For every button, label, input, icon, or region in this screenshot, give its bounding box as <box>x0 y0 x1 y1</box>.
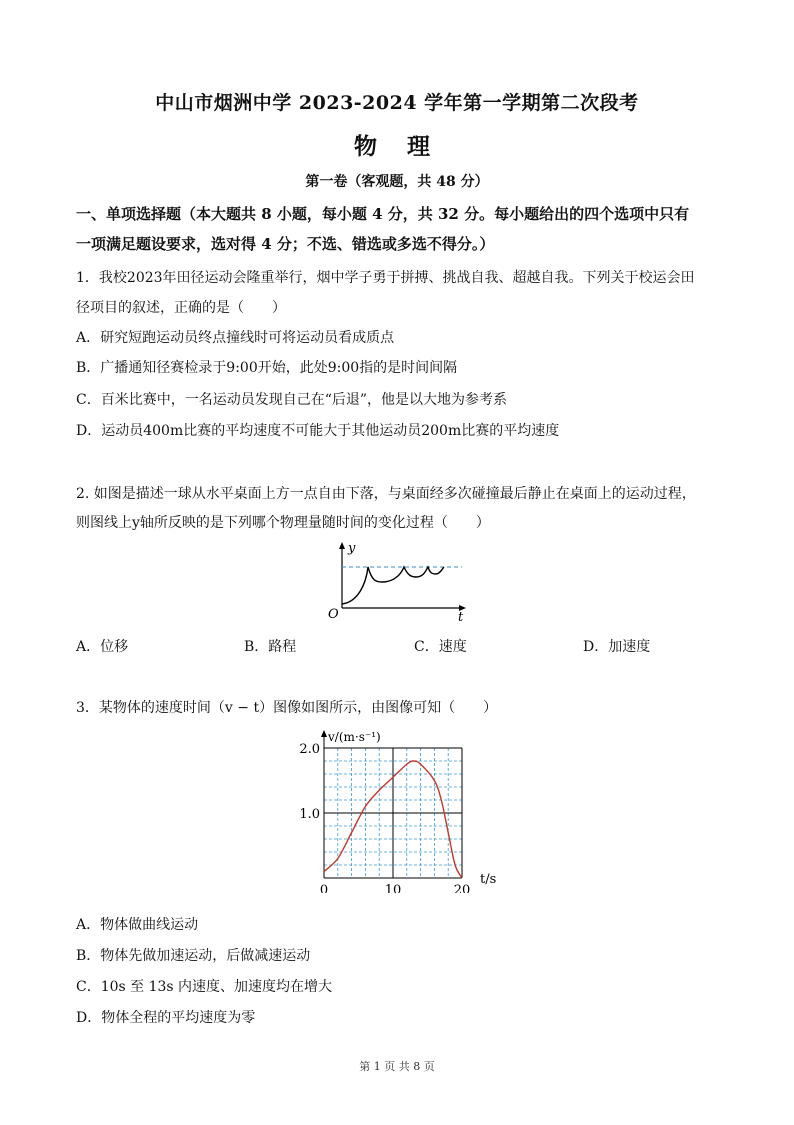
y-axis-arrow <box>321 730 327 737</box>
x-tick-label: 20 <box>453 883 471 893</box>
chart-major-grid <box>321 730 462 878</box>
q2-option-d[interactable]: D．加速度 <box>583 639 651 655</box>
q1-option-c[interactable]: C．百米比赛中，一名运动员发现自己在“后退”，他是以大地为参考系 <box>76 392 508 408</box>
q2-y-arrow <box>339 542 345 549</box>
q2-graph <box>320 538 480 623</box>
q3-vt-chart <box>290 728 510 893</box>
q3-option-a[interactable]: A．物体做曲线运动 <box>76 917 199 933</box>
q2-x-label: t <box>458 610 464 623</box>
y-tick-label: 1.0 <box>299 807 320 822</box>
q3-option-b[interactable]: B．物体先做加速运动，后做减速运动 <box>76 948 311 964</box>
section-heading-line1: 一、单项选择题（本大题共 8 小题，每小题 4 分，共 32 分。每小题给出的四个选项中只有 <box>76 205 690 223</box>
chart-y-axis-label: v/(m·s⁻¹) <box>328 730 381 744</box>
q3-stem: 3．某物体的速度时间（v − t）图像如图所示，由图像可知（ ） <box>76 700 498 716</box>
q2-origin-label: O <box>328 607 339 622</box>
q2-stem-line1: 2. 如图是描述一球从水平桌面上方一点自由下落，与桌面经多次碰撞最后静止在桌面上的运动过程， <box>76 486 696 502</box>
q3-option-c[interactable]: C．10s 至 13s 内速度、加速度均在增大 <box>76 979 333 995</box>
q2-curve <box>342 567 444 604</box>
q1-option-d[interactable]: D．运动员400m比赛的平均速度不可能大于其他运动员200m比赛的平均速度 <box>76 423 560 439</box>
section-heading-line2: 一项满足题设要求，选对得 4 分；不选、错选或多选不得分。） <box>76 235 495 253</box>
x-tick-label: 0 <box>319 883 329 893</box>
q2-y-label: y <box>348 541 356 556</box>
y-tick-label: 2.0 <box>299 742 320 757</box>
q2-option-c[interactable]: C．速度 <box>414 639 467 655</box>
q1-option-b[interactable]: B．广播通知径赛检录于9:00开始，此处9:00指的是时间间隔 <box>76 360 458 376</box>
x-tick-label: 10 <box>384 883 402 893</box>
q3-option-d[interactable]: D．物体全程的平均速度为零 <box>76 1010 256 1026</box>
q1-stem-line2: 径项目的叙述，正确的是（ ） <box>76 300 286 316</box>
q2-option-a[interactable]: A．位移 <box>76 639 129 655</box>
subject-title: 物理 <box>354 133 460 160</box>
q2-stem-line2: 则图线上y轴所反映的是下列哪个物理量随时间的变化过程（ ） <box>76 515 490 531</box>
chart-x-axis-label: t/s <box>480 872 497 887</box>
part-heading: 第一卷（客观题，共 48 分） <box>305 174 489 190</box>
q1-option-a[interactable]: A．研究短跑运动员终点撞线时可将运动员看成质点 <box>76 330 395 346</box>
exam-title: 中山市烟洲中学 2023-2024 学年第一学期第二次段考 <box>155 92 639 114</box>
q2-option-b[interactable]: B．路程 <box>244 639 297 655</box>
page-footer: 第 1 页 共 8 页 <box>359 1060 435 1073</box>
q1-stem-line1: 1．我校2023年田径运动会隆重举行，烟中学子勇于拼搏、挑战自我、超越自我。下列关于校运会田 <box>76 270 695 286</box>
